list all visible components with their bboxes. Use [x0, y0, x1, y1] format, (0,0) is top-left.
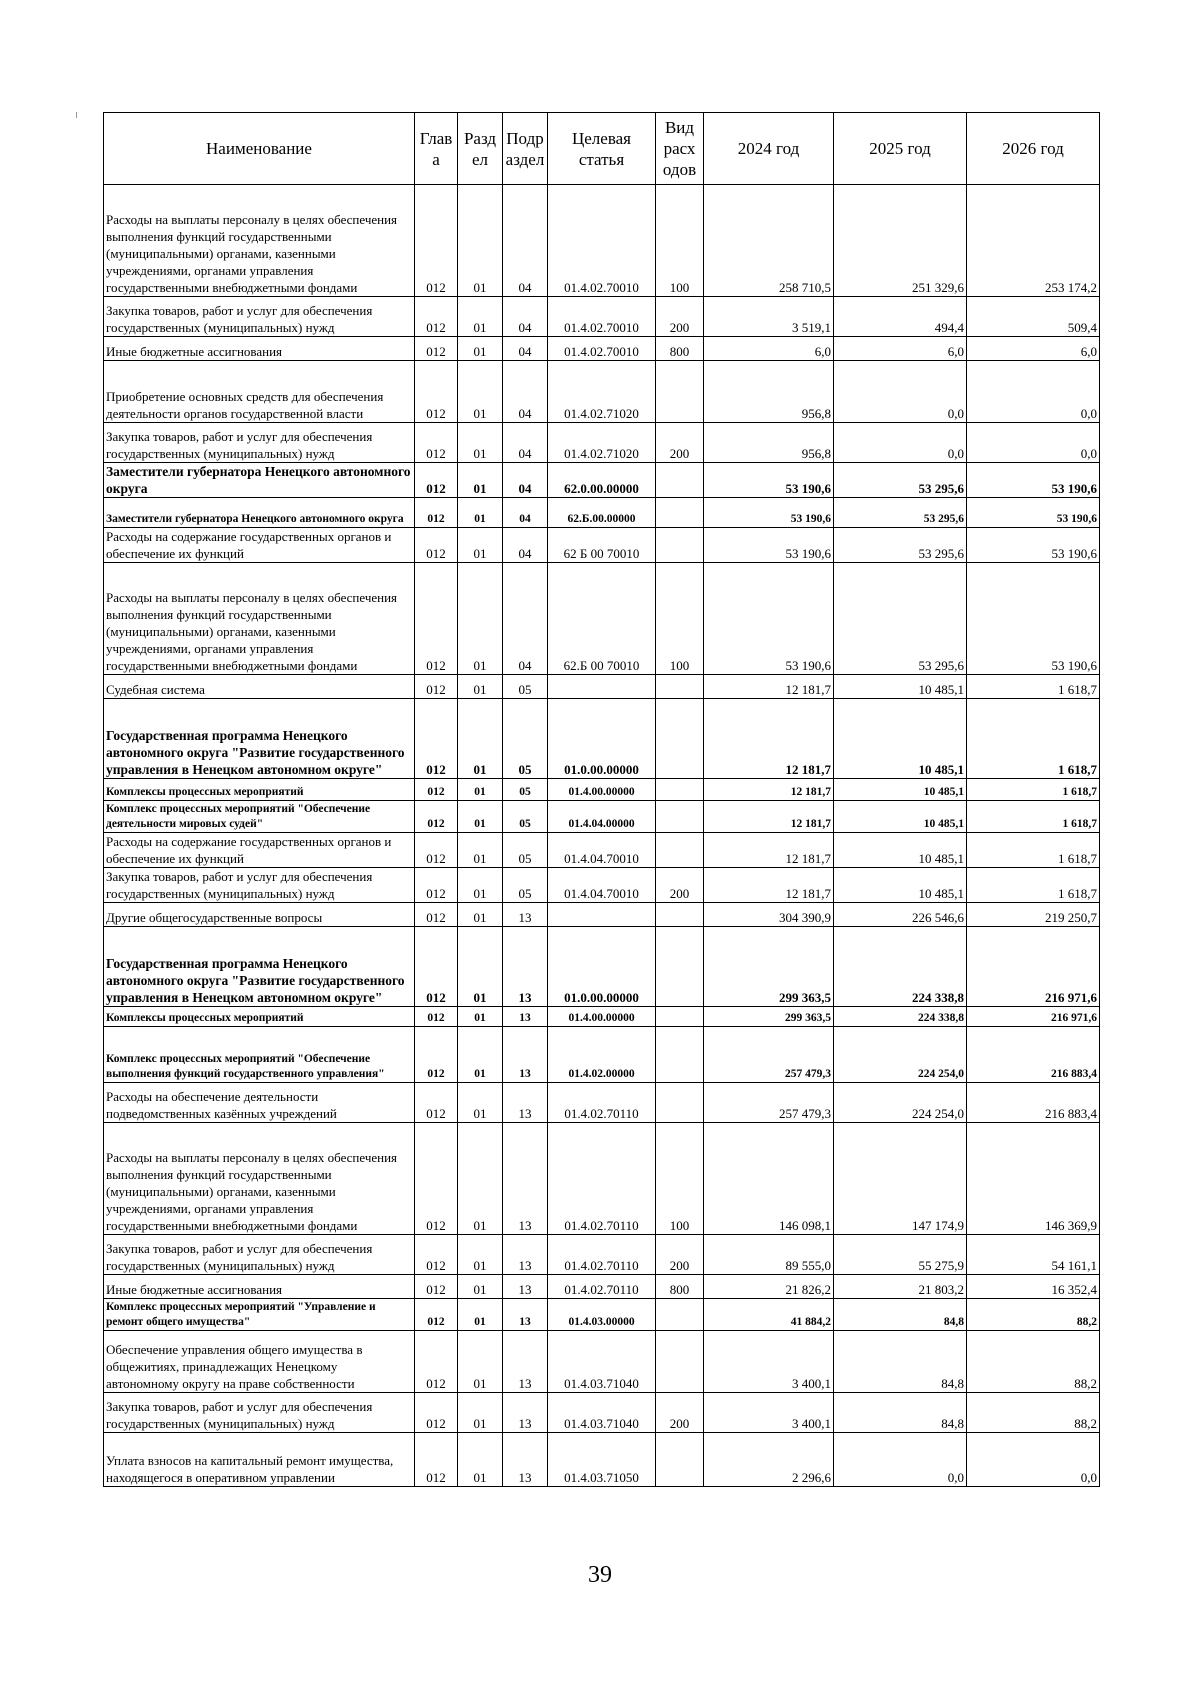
- cell-y2026: 1 618,7: [967, 699, 1100, 779]
- cell-y2024: 299 363,5: [704, 927, 834, 1007]
- cell-vid: 200: [656, 868, 704, 903]
- cell-y2024: 6,0: [704, 337, 834, 361]
- cell-razdel: 01: [458, 833, 503, 868]
- cell-vid: 100: [656, 563, 704, 675]
- cell-glava: 012: [415, 1083, 458, 1123]
- cell-celevaya: 01.4.02.70110: [548, 1275, 656, 1299]
- cell-y2026: 53 190,6: [967, 528, 1100, 563]
- table-row: [104, 1235, 1100, 1275]
- cell-y2024: 3 400,1: [704, 1393, 834, 1433]
- cell-glava: 012: [415, 563, 458, 675]
- budget-table: [103, 112, 1100, 1487]
- cell-celevaya: 01.4.03.71050: [548, 1433, 656, 1487]
- cell-celevaya: 01.0.00.00000: [548, 699, 656, 779]
- cell-name: Закупка товаров, работ и услуг для обеспечения государственных (муниципальных) нужд: [104, 868, 415, 903]
- cell-y2024: 146 098,1: [704, 1123, 834, 1235]
- cell-y2025: 53 295,6: [834, 528, 967, 563]
- cell-vid: 800: [656, 1275, 704, 1299]
- cell-podrazdel: 13: [503, 1393, 548, 1433]
- cell-podrazdel: 05: [503, 699, 548, 779]
- cell-celevaya: 01.4.00.00000: [548, 779, 656, 801]
- cell-y2024: 41 884,2: [704, 1299, 834, 1331]
- header-2025: 2025 год: [834, 113, 967, 185]
- cell-celevaya: 01.4.02.70110: [548, 1083, 656, 1123]
- cell-name: Уплата взносов на капитальный ремонт имущества, находящегося в оперативном управлении: [104, 1433, 415, 1487]
- cell-y2025: 0,0: [834, 361, 967, 423]
- table-row: [104, 297, 1100, 337]
- cell-y2026: 53 190,6: [967, 463, 1100, 498]
- cell-podrazdel: 04: [503, 337, 548, 361]
- cell-podrazdel: 13: [503, 1433, 548, 1487]
- cell-vid: [656, 1027, 704, 1083]
- cell-name: Обеспечение управления общего имущества в общежитиях, принадлежащих Ненецкому автономному округу на праве собственности: [104, 1331, 415, 1393]
- cell-y2025: 226 546,6: [834, 903, 967, 927]
- cell-glava: 012: [415, 185, 458, 297]
- cell-y2025: 224 338,8: [834, 927, 967, 1007]
- cell-razdel: 01: [458, 699, 503, 779]
- cell-podrazdel: 04: [503, 361, 548, 423]
- cell-y2025: 84,8: [834, 1299, 967, 1331]
- cell-y2025: 21 803,2: [834, 1275, 967, 1299]
- cell-razdel: 01: [458, 1393, 503, 1433]
- cell-vid: 200: [656, 423, 704, 463]
- cell-razdel: 01: [458, 528, 503, 563]
- cell-y2025: 147 174,9: [834, 1123, 967, 1235]
- cell-vid: [656, 498, 704, 528]
- header-name: Наименование: [104, 113, 415, 185]
- cell-vid: [656, 779, 704, 801]
- cell-celevaya: 01.4.02.70010: [548, 337, 656, 361]
- cell-razdel: 01: [458, 1235, 503, 1275]
- cell-name: Расходы на обеспечение деятельности подведомственных казённых учреждений: [104, 1083, 415, 1123]
- cell-y2025: 224 338,8: [834, 1007, 967, 1027]
- cell-glava: 012: [415, 1235, 458, 1275]
- cell-podrazdel: 04: [503, 297, 548, 337]
- cell-vid: 100: [656, 185, 704, 297]
- cell-celevaya: 62.Б 00 70010: [548, 563, 656, 675]
- cell-podrazdel: 04: [503, 528, 548, 563]
- table-row: [104, 699, 1100, 779]
- cell-y2026: 509,4: [967, 297, 1100, 337]
- cell-glava: 012: [415, 675, 458, 699]
- cell-y2025: 84,8: [834, 1331, 967, 1393]
- cell-razdel: 01: [458, 903, 503, 927]
- cell-y2024: 53 190,6: [704, 463, 834, 498]
- header-podrazdel: Подр аздел: [503, 113, 548, 185]
- cell-y2026: 88,2: [967, 1331, 1100, 1393]
- cell-podrazdel: 13: [503, 1027, 548, 1083]
- cell-podrazdel: 05: [503, 801, 548, 833]
- cell-podrazdel: 13: [503, 1083, 548, 1123]
- cell-y2025: 224 254,0: [834, 1083, 967, 1123]
- cell-y2025: 10 485,1: [834, 801, 967, 833]
- cell-razdel: 01: [458, 1083, 503, 1123]
- cell-y2024: 3 519,1: [704, 297, 834, 337]
- cell-podrazdel: 04: [503, 463, 548, 498]
- cell-y2024: 257 479,3: [704, 1027, 834, 1083]
- cell-y2024: 299 363,5: [704, 1007, 834, 1027]
- cell-podrazdel: 05: [503, 779, 548, 801]
- cell-celevaya: 01.4.02.71020: [548, 361, 656, 423]
- cell-y2024: 2 296,6: [704, 1433, 834, 1487]
- cell-podrazdel: 13: [503, 1299, 548, 1331]
- cell-y2026: 219 250,7: [967, 903, 1100, 927]
- cell-y2026: 0,0: [967, 1433, 1100, 1487]
- cell-razdel: 01: [458, 423, 503, 463]
- cell-glava: 012: [415, 1123, 458, 1235]
- table-row: [104, 1433, 1100, 1487]
- table-row: [104, 498, 1100, 528]
- cell-y2024: 12 181,7: [704, 833, 834, 868]
- cell-vid: [656, 1299, 704, 1331]
- cell-razdel: 01: [458, 1331, 503, 1393]
- cell-y2024: 956,8: [704, 423, 834, 463]
- table-row: [104, 528, 1100, 563]
- cell-glava: 012: [415, 1027, 458, 1083]
- cell-celevaya: 01.4.02.70110: [548, 1123, 656, 1235]
- cell-name: Закупка товаров, работ и услуг для обеспечения государственных (муниципальных) нужд: [104, 297, 415, 337]
- cell-podrazdel: 13: [503, 1123, 548, 1235]
- cell-razdel: 01: [458, 361, 503, 423]
- cell-y2026: 0,0: [967, 361, 1100, 423]
- cell-vid: [656, 903, 704, 927]
- cell-razdel: 01: [458, 463, 503, 498]
- cell-y2026: 53 190,6: [967, 563, 1100, 675]
- cell-name: Комплекс процессных мероприятий "Обеспечение деятельности мировых судей": [104, 801, 415, 833]
- cell-y2025: 10 485,1: [834, 833, 967, 868]
- cell-razdel: 01: [458, 1007, 503, 1027]
- cell-celevaya: 01.4.02.70010: [548, 185, 656, 297]
- cell-celevaya: 01.4.04.70010: [548, 833, 656, 868]
- cell-podrazdel: 04: [503, 563, 548, 675]
- cell-name: Заместители губернатора Ненецкого автономного округа: [104, 463, 415, 498]
- cell-razdel: 01: [458, 868, 503, 903]
- cell-razdel: 01: [458, 1275, 503, 1299]
- cell-name: Расходы на содержание государственных органов и обеспечение их функций: [104, 833, 415, 868]
- cell-razdel: 01: [458, 801, 503, 833]
- cell-vid: 200: [656, 1235, 704, 1275]
- cell-y2025: 53 295,6: [834, 463, 967, 498]
- cell-name: Закупка товаров, работ и услуг для обеспечения государственных (муниципальных) нужд: [104, 1235, 415, 1275]
- cell-y2024: 257 479,3: [704, 1083, 834, 1123]
- table-row: [104, 927, 1100, 1007]
- page-number: 39: [588, 1562, 612, 1588]
- table-row: [104, 1331, 1100, 1393]
- cell-name: Закупка товаров, работ и услуг для обеспечения государственных (муниципальных) нужд: [104, 423, 415, 463]
- cell-celevaya: 01.4.02.70110: [548, 1235, 656, 1275]
- cell-y2025: 55 275,9: [834, 1235, 967, 1275]
- cell-name: Комплекс процессных мероприятий "Управление и ремонт общего имущества": [104, 1299, 415, 1331]
- cell-y2025: 10 485,1: [834, 779, 967, 801]
- cell-vid: [656, 361, 704, 423]
- cell-razdel: 01: [458, 927, 503, 1007]
- cell-vid: [656, 1433, 704, 1487]
- cell-glava: 012: [415, 1007, 458, 1027]
- cell-y2026: 1 618,7: [967, 801, 1100, 833]
- table-row: [104, 185, 1100, 297]
- cell-podrazdel: 13: [503, 1007, 548, 1027]
- cell-podrazdel: 13: [503, 1275, 548, 1299]
- cell-y2024: 89 555,0: [704, 1235, 834, 1275]
- cell-vid: [656, 833, 704, 868]
- header-glava: Глав а: [415, 113, 458, 185]
- cell-glava: 012: [415, 1331, 458, 1393]
- cell-glava: 012: [415, 801, 458, 833]
- cell-celevaya: 01.4.02.70010: [548, 297, 656, 337]
- cell-vid: 200: [656, 297, 704, 337]
- cell-y2025: 0,0: [834, 1433, 967, 1487]
- cell-name: Комплексы процессных мероприятий: [104, 779, 415, 801]
- cell-y2026: 88,2: [967, 1299, 1100, 1331]
- cell-name: Государственная программа Ненецкого автономного округа "Развитие государственного управления в Ненецком автономном округе": [104, 927, 415, 1007]
- header-razdel: Разд ел: [458, 113, 503, 185]
- cell-glava: 012: [415, 423, 458, 463]
- cell-y2026: 53 190,6: [967, 498, 1100, 528]
- cell-y2025: 10 485,1: [834, 868, 967, 903]
- table-row: [104, 1299, 1100, 1331]
- table-row: [104, 903, 1100, 927]
- cell-y2024: 12 181,7: [704, 699, 834, 779]
- cell-glava: 012: [415, 361, 458, 423]
- header-vid: Вид расх одов: [656, 113, 704, 185]
- cell-y2024: 304 390,9: [704, 903, 834, 927]
- cell-y2026: 216 883,4: [967, 1083, 1100, 1123]
- cell-y2026: 16 352,4: [967, 1275, 1100, 1299]
- table-row: [104, 423, 1100, 463]
- cell-name: Комплекс процессных мероприятий "Обеспечение выполнения функций государственного управления": [104, 1027, 415, 1083]
- table-row: [104, 779, 1100, 801]
- cell-y2025: 53 295,6: [834, 563, 967, 675]
- table-header-row: [104, 113, 1100, 185]
- header-2026: 2026 год: [967, 113, 1100, 185]
- table-row: [104, 833, 1100, 868]
- cell-y2026: 1 618,7: [967, 833, 1100, 868]
- cell-glava: 012: [415, 297, 458, 337]
- cell-celevaya: 01.4.02.00000: [548, 1027, 656, 1083]
- cell-y2026: 216 883,4: [967, 1027, 1100, 1083]
- cell-podrazdel: 13: [503, 1235, 548, 1275]
- cell-celevaya: 62 Б 00 70010: [548, 528, 656, 563]
- header-celevaya: Целевая статья: [548, 113, 656, 185]
- cell-celevaya: 62.Б.00.00000: [548, 498, 656, 528]
- cell-podrazdel: 13: [503, 927, 548, 1007]
- cell-vid: [656, 528, 704, 563]
- cell-y2024: 12 181,7: [704, 801, 834, 833]
- cell-podrazdel: 05: [503, 868, 548, 903]
- cell-y2024: 3 400,1: [704, 1331, 834, 1393]
- cell-podrazdel: 13: [503, 903, 548, 927]
- cell-y2024: 12 181,7: [704, 675, 834, 699]
- cell-celevaya: [548, 903, 656, 927]
- cell-glava: 012: [415, 1275, 458, 1299]
- cell-y2025: 6,0: [834, 337, 967, 361]
- cell-celevaya: [548, 675, 656, 699]
- cell-razdel: 01: [458, 1433, 503, 1487]
- cell-name: Расходы на содержание государственных органов и обеспечение их функций: [104, 528, 415, 563]
- cell-y2026: 6,0: [967, 337, 1100, 361]
- table-row: [104, 1083, 1100, 1123]
- cell-y2024: 53 190,6: [704, 563, 834, 675]
- cell-podrazdel: 05: [503, 675, 548, 699]
- cell-vid: [656, 801, 704, 833]
- cell-y2024: 53 190,6: [704, 528, 834, 563]
- cell-razdel: 01: [458, 1123, 503, 1235]
- table-row: [104, 801, 1100, 833]
- cell-vid: [656, 1083, 704, 1123]
- header-2024: 2024 год: [704, 113, 834, 185]
- cell-name: Другие общегосударственные вопросы: [104, 903, 415, 927]
- cell-y2025: 10 485,1: [834, 699, 967, 779]
- cell-name: Иные бюджетные ассигнования: [104, 337, 415, 361]
- cell-razdel: 01: [458, 1299, 503, 1331]
- cell-y2026: 88,2: [967, 1393, 1100, 1433]
- cell-podrazdel: 05: [503, 833, 548, 868]
- cell-y2024: 258 710,5: [704, 185, 834, 297]
- table-row: [104, 1275, 1100, 1299]
- cell-glava: 012: [415, 779, 458, 801]
- cell-razdel: 01: [458, 675, 503, 699]
- cell-glava: 012: [415, 833, 458, 868]
- cell-vid: [656, 927, 704, 1007]
- cell-glava: 012: [415, 868, 458, 903]
- table-row: [104, 1007, 1100, 1027]
- cell-y2025: 84,8: [834, 1393, 967, 1433]
- cell-glava: 012: [415, 927, 458, 1007]
- cell-podrazdel: 04: [503, 185, 548, 297]
- cell-razdel: 01: [458, 563, 503, 675]
- table-row: [104, 361, 1100, 423]
- cell-celevaya: 01.4.04.70010: [548, 868, 656, 903]
- table-row: [104, 1393, 1100, 1433]
- cell-y2026: 0,0: [967, 423, 1100, 463]
- cell-glava: 012: [415, 337, 458, 361]
- table-row: [104, 463, 1100, 498]
- cell-razdel: 01: [458, 498, 503, 528]
- cell-y2024: 956,8: [704, 361, 834, 423]
- cell-y2026: 1 618,7: [967, 868, 1100, 903]
- cell-name: Иные бюджетные ассигнования: [104, 1275, 415, 1299]
- cell-y2025: 10 485,1: [834, 675, 967, 699]
- cell-y2024: 12 181,7: [704, 779, 834, 801]
- table-row: [104, 337, 1100, 361]
- cell-razdel: 01: [458, 1027, 503, 1083]
- cell-name: Расходы на выплаты персоналу в целях обеспечения выполнения функций государственными (муниципальными) органами, казенными учреждениями, органами управления государственными внебюджетными фондами: [104, 185, 415, 297]
- cell-glava: 012: [415, 463, 458, 498]
- cell-podrazdel: 04: [503, 498, 548, 528]
- cell-podrazdel: 13: [503, 1331, 548, 1393]
- cell-name: Расходы на выплаты персоналу в целях обеспечения выполнения функций государственными (муниципальными) органами, казенными учреждениями, органами управления государственными внебюджетными фондами: [104, 563, 415, 675]
- cell-y2026: 54 161,1: [967, 1235, 1100, 1275]
- cell-vid: [656, 1331, 704, 1393]
- cell-y2025: 224 254,0: [834, 1027, 967, 1083]
- cell-glava: 012: [415, 498, 458, 528]
- cell-razdel: 01: [458, 779, 503, 801]
- cell-celevaya: 01.4.02.71020: [548, 423, 656, 463]
- cell-celevaya: 01.4.04.00000: [548, 801, 656, 833]
- cell-y2026: 1 618,7: [967, 779, 1100, 801]
- cell-vid: [656, 699, 704, 779]
- cell-celevaya: 01.4.03.71040: [548, 1393, 656, 1433]
- cell-vid: 800: [656, 337, 704, 361]
- cell-razdel: 01: [458, 297, 503, 337]
- cell-name: Закупка товаров, работ и услуг для обеспечения государственных (муниципальных) нужд: [104, 1393, 415, 1433]
- cell-name: Судебная система: [104, 675, 415, 699]
- cell-celevaya: 01.4.03.00000: [548, 1299, 656, 1331]
- cell-celevaya: 01.0.00.00000: [548, 927, 656, 1007]
- cell-name: Расходы на выплаты персоналу в целях обеспечения выполнения функций государственными (муниципальными) органами, казенными учреждениями, органами управления государственными внебюджетными фондами: [104, 1123, 415, 1235]
- cell-glava: 012: [415, 1299, 458, 1331]
- table-row: [104, 1027, 1100, 1083]
- cell-y2024: 53 190,6: [704, 498, 834, 528]
- cell-glava: 012: [415, 528, 458, 563]
- cell-celevaya: 62.0.00.00000: [548, 463, 656, 498]
- scan-margin-mark: [76, 112, 77, 118]
- cell-y2026: 1 618,7: [967, 675, 1100, 699]
- cell-razdel: 01: [458, 337, 503, 361]
- cell-y2025: 494,4: [834, 297, 967, 337]
- cell-name: Заместители губернатора Ненецкого автономного округа: [104, 498, 415, 528]
- cell-name: Приобретение основных средств для обеспечения деятельности органов государственной власти: [104, 361, 415, 423]
- cell-vid: 100: [656, 1123, 704, 1235]
- cell-glava: 012: [415, 1393, 458, 1433]
- cell-y2026: 216 971,6: [967, 927, 1100, 1007]
- cell-glava: 012: [415, 1433, 458, 1487]
- cell-y2026: 253 174,2: [967, 185, 1100, 297]
- cell-name: Комплексы процессных мероприятий: [104, 1007, 415, 1027]
- cell-podrazdel: 04: [503, 423, 548, 463]
- cell-vid: [656, 463, 704, 498]
- cell-y2025: 53 295,6: [834, 498, 967, 528]
- cell-vid: 200: [656, 1393, 704, 1433]
- table-row: [104, 868, 1100, 903]
- cell-glava: 012: [415, 699, 458, 779]
- table-row: [104, 675, 1100, 699]
- cell-razdel: 01: [458, 185, 503, 297]
- cell-celevaya: 01.4.03.71040: [548, 1331, 656, 1393]
- table-row: [104, 1123, 1100, 1235]
- cell-name: Государственная программа Ненецкого автономного округа "Развитие государственного управления в Ненецком автономном округе": [104, 699, 415, 779]
- cell-y2026: 146 369,9: [967, 1123, 1100, 1235]
- table-row: [104, 563, 1100, 675]
- cell-vid: [656, 675, 704, 699]
- cell-celevaya: 01.4.00.00000: [548, 1007, 656, 1027]
- cell-vid: [656, 1007, 704, 1027]
- cell-y2025: 0,0: [834, 423, 967, 463]
- cell-y2026: 216 971,6: [967, 1007, 1100, 1027]
- cell-y2024: 21 826,2: [704, 1275, 834, 1299]
- cell-y2024: 12 181,7: [704, 868, 834, 903]
- cell-y2025: 251 329,6: [834, 185, 967, 297]
- cell-glava: 012: [415, 903, 458, 927]
